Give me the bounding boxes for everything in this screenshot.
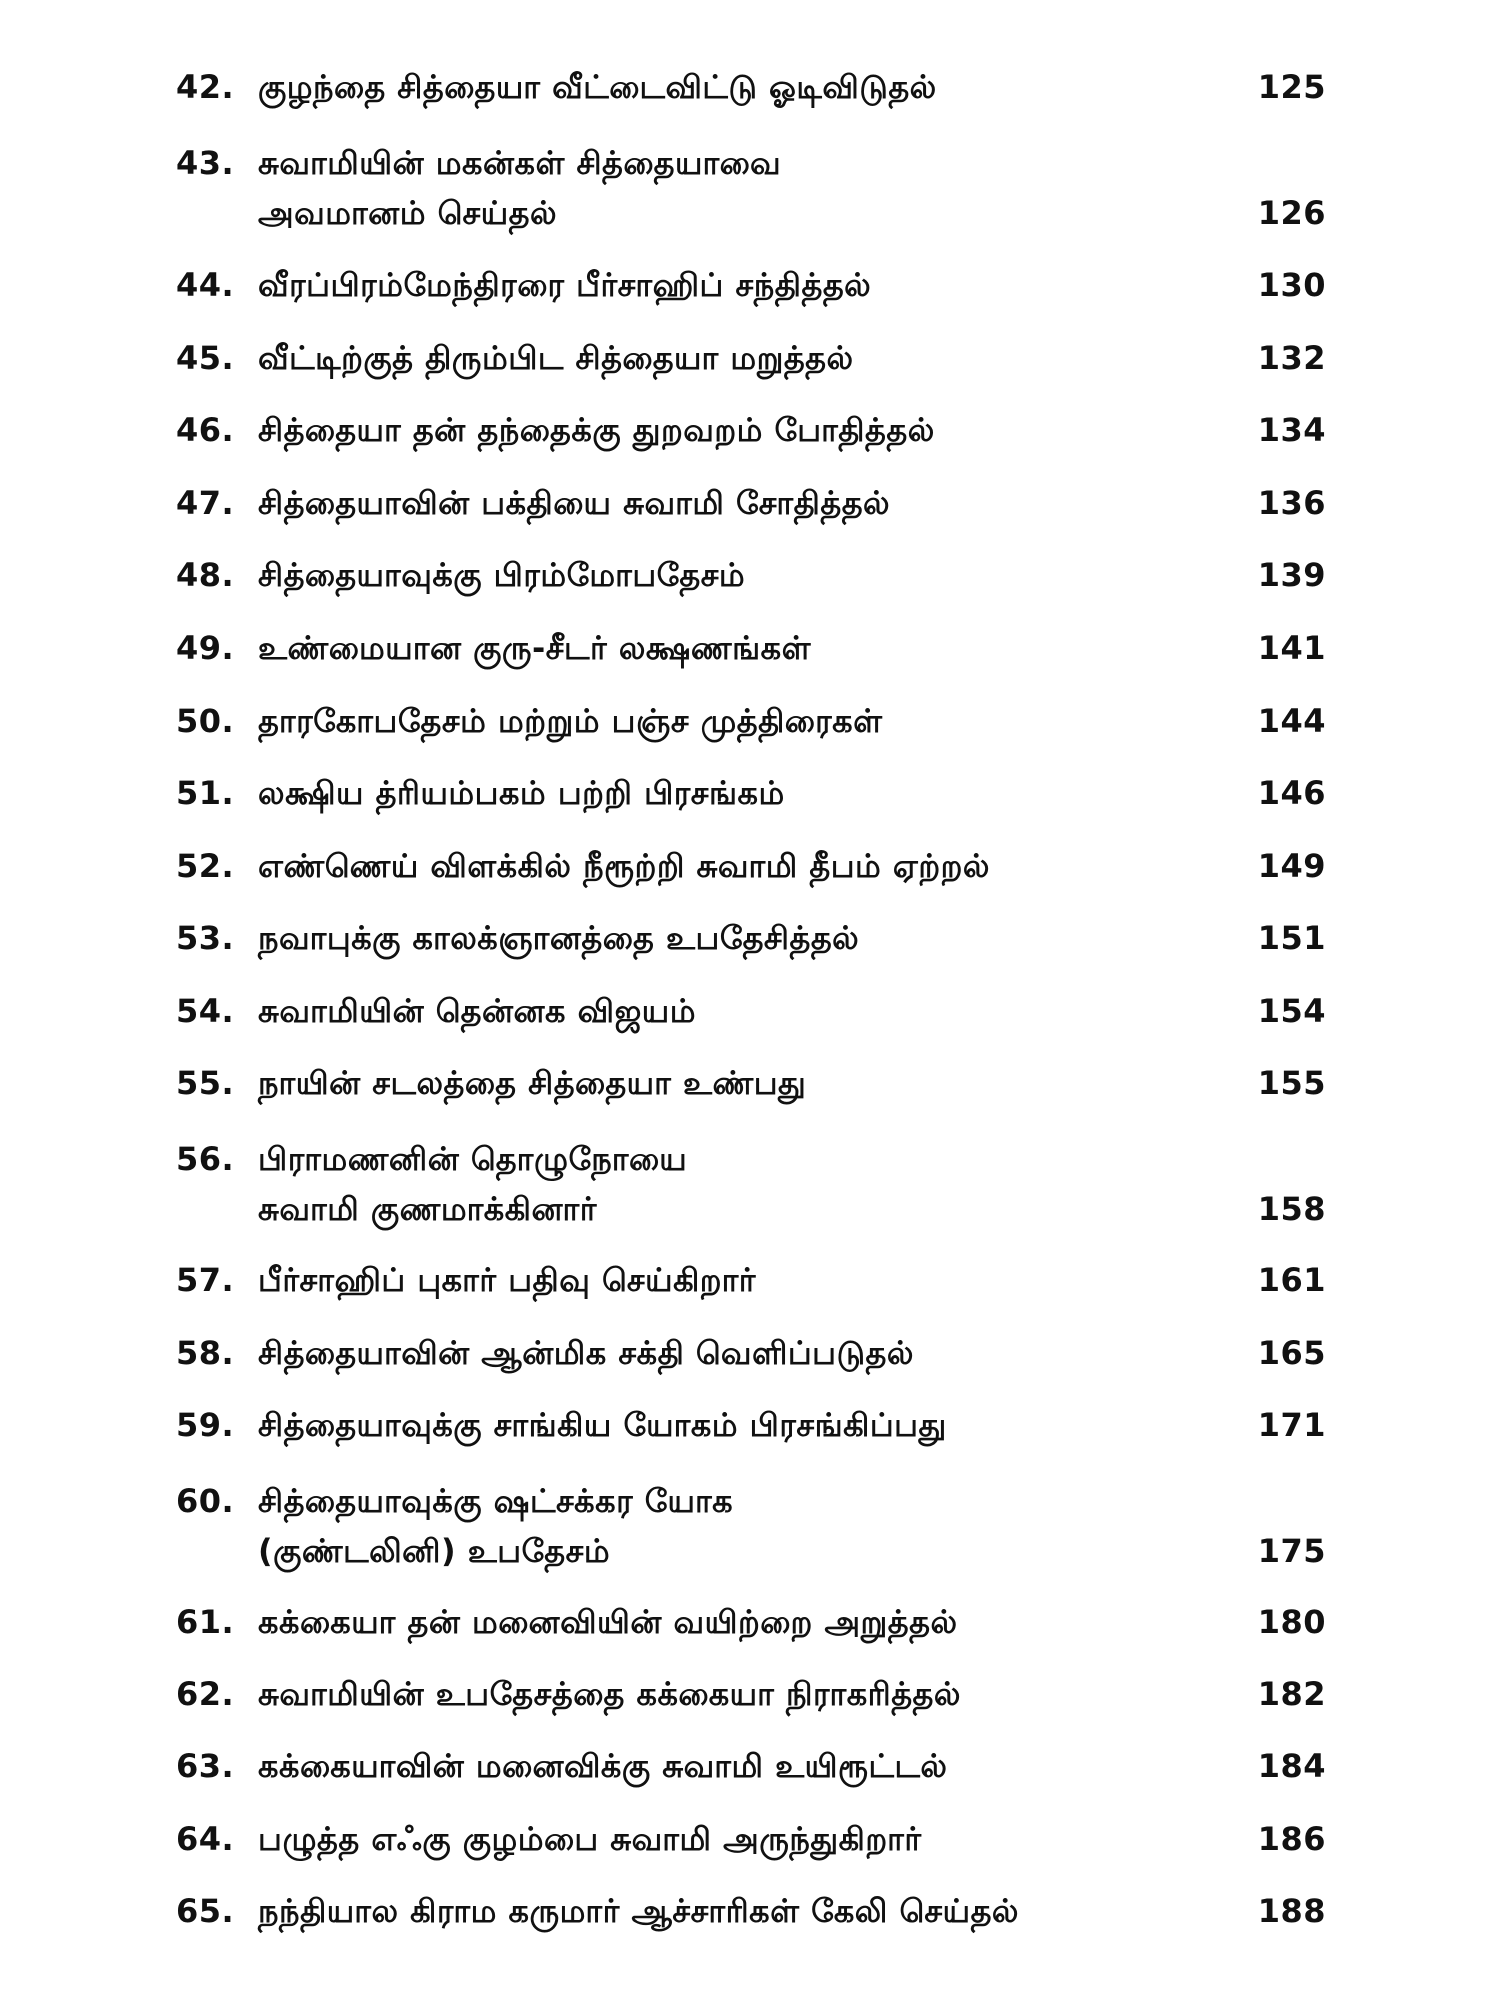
entry-title-line: சுவாமியின் உபதேசத்தை கக்கையா நிராகரித்தல்	[258, 1675, 961, 1713]
entry-title	[258, 768, 1178, 818]
entry-page-number: 141	[1257, 629, 1326, 667]
entry-title-line: சித்தையாவின் ஆன்மிக சக்தி வெளிப்படுதல்	[258, 1334, 914, 1372]
entry-title	[258, 986, 1178, 1036]
entry-title-line: சித்தையாவுக்கு சாங்கிய யோகம் பிரசங்கிப்பது	[258, 1406, 947, 1444]
entry-title	[258, 1255, 1178, 1305]
entry-title-line: வீட்டிற்குத் திரும்பிட சித்தையா மறுத்தல்	[258, 339, 854, 377]
entry-title	[258, 1400, 1178, 1450]
entry-title	[258, 478, 1178, 528]
entry-number: 62.	[176, 1675, 235, 1713]
entry-title	[258, 550, 1178, 600]
entry-title	[258, 1669, 1178, 1719]
entry-title-line: வீரப்பிரம்மேந்திரரை பீர்சாஹிப் சந்தித்தல்	[258, 266, 872, 304]
entry-title-line: பிராமணனின் தொழுநோயை	[258, 1140, 688, 1178]
entry-title	[258, 260, 1178, 310]
entry-page-number: 161	[1257, 1261, 1326, 1299]
entry-title-line: சித்தையாவுக்கு ஷட்சக்கர யோக	[258, 1482, 734, 1520]
entry-title	[258, 1741, 1178, 1791]
entry-title-line: கக்கையாவின் மனைவிக்கு சுவாமி உயிரூட்டல்	[258, 1747, 948, 1785]
entry-title	[258, 1597, 1178, 1647]
entry-title	[258, 1476, 1178, 1576]
entry-title	[258, 841, 1178, 891]
entry-title	[258, 405, 1178, 455]
entry-page-number: 175	[1257, 1532, 1326, 1570]
entry-page-number: 171	[1257, 1406, 1326, 1444]
entry-page-number: 136	[1257, 484, 1326, 522]
entry-page-number: 149	[1257, 847, 1326, 885]
entry-title-line: சுவாமியின் தென்னக விஜயம்	[258, 992, 696, 1030]
entry-title-line-2: (குண்டலினி) உபதேசம்	[258, 1532, 611, 1570]
entry-page-number: 165	[1257, 1334, 1326, 1372]
entry-title-line-2: சுவாமி குணமாக்கினார்	[258, 1190, 597, 1228]
entry-title-line: நவாபுக்கு காலக்ஞானத்தை உபதேசித்தல்	[258, 919, 860, 957]
entry-page-number: 184	[1257, 1747, 1326, 1785]
entry-title-line: சுவாமியின் மகன்கள் சித்தையாவை	[258, 144, 782, 182]
entry-number: 47.	[176, 484, 235, 522]
entry-number: 58.	[176, 1334, 235, 1372]
entry-number: 53.	[176, 919, 235, 957]
entry-number: 43.	[176, 144, 235, 182]
entry-number: 54.	[176, 992, 235, 1030]
entry-page-number: 155	[1257, 1064, 1326, 1102]
entry-title	[258, 138, 1178, 238]
entry-title-line: உண்மையான குரு-சீடர் லக்ஷணங்கள்	[258, 629, 811, 667]
entry-page-number: 125	[1257, 68, 1326, 106]
entry-number: 65.	[176, 1892, 235, 1930]
entry-page-number: 188	[1257, 1892, 1326, 1930]
entry-number: 42.	[176, 68, 235, 106]
entry-page-number: 154	[1257, 992, 1326, 1030]
entry-page-number: 144	[1257, 702, 1326, 740]
entry-page-number: 158	[1257, 1190, 1326, 1228]
entry-title-line: நாயின் சடலத்தை சித்தையா உண்பது	[258, 1064, 807, 1102]
entry-title	[258, 1886, 1178, 1936]
entry-page-number: 186	[1257, 1820, 1326, 1858]
entry-number: 55.	[176, 1064, 235, 1102]
entry-title-line: தாரகோபதேசம் மற்றும் பஞ்ச முத்திரைகள்	[258, 702, 883, 740]
entry-number: 52.	[176, 847, 235, 885]
entry-title-line: பழுத்த எஃகு குழம்பை சுவாமி அருந்துகிறார்	[258, 1820, 922, 1858]
entry-title	[258, 1058, 1178, 1108]
entry-page-number: 182	[1257, 1675, 1326, 1713]
entry-number: 64.	[176, 1820, 235, 1858]
entry-title-line: சித்தையா தன் தந்தைக்கு துறவறம் போதித்தல்	[258, 411, 935, 449]
entry-number: 59.	[176, 1406, 235, 1444]
entry-title-line: லக்ஷிய த்ரியம்பகம் பற்றி பிரசங்கம்	[258, 774, 785, 812]
entry-title	[258, 1328, 1178, 1378]
entry-title	[258, 62, 1178, 112]
entry-title-line: சித்தையாவின் பக்தியை சுவாமி சோதித்தல்	[258, 484, 891, 522]
entry-number: 44.	[176, 266, 235, 304]
entry-number: 60.	[176, 1482, 235, 1520]
entry-title-line: நந்தியால கிராம கருமார் ஆச்சாரிகள் கேலி செய்தல்	[258, 1892, 1019, 1930]
entry-number: 48.	[176, 556, 235, 594]
entry-title-line: எண்ணெய் விளக்கில் நீரூற்றி சுவாமி தீபம் ஏற்றல்	[258, 847, 990, 885]
entry-title-line: குழந்தை சித்தையா வீட்டைவிட்டு ஓடிவிடுதல்	[258, 68, 937, 106]
entry-title-line: பீர்சாஹிப் புகார் பதிவு செய்கிறார்	[258, 1261, 757, 1299]
entry-page-number: 139	[1257, 556, 1326, 594]
entry-page-number: 146	[1257, 774, 1326, 812]
entry-title	[258, 623, 1178, 673]
entry-number: 63.	[176, 1747, 235, 1785]
entry-title	[258, 696, 1178, 746]
entry-title	[258, 333, 1178, 383]
entry-number: 49.	[176, 629, 235, 667]
entry-number: 56.	[176, 1140, 235, 1178]
entry-page-number: 130	[1257, 266, 1326, 304]
entry-number: 46.	[176, 411, 235, 449]
entry-title-line: சித்தையாவுக்கு பிரம்மோபதேசம்	[258, 556, 746, 594]
entry-title	[258, 913, 1178, 963]
entry-title-line: கக்கையா தன் மனைவியின் வயிற்றை அறுத்தல்	[258, 1603, 958, 1641]
entry-page-number: 132	[1257, 339, 1326, 377]
entry-number: 57.	[176, 1261, 235, 1299]
entry-title	[258, 1814, 1178, 1864]
entry-number: 51.	[176, 774, 235, 812]
entry-title	[258, 1134, 1178, 1234]
entry-title-line-2: அவமானம் செய்தல்	[258, 194, 558, 232]
entry-page-number: 134	[1257, 411, 1326, 449]
entry-page-number: 126	[1257, 194, 1326, 232]
entry-number: 50.	[176, 702, 235, 740]
entry-page-number: 151	[1257, 919, 1326, 957]
entry-page-number: 180	[1257, 1603, 1326, 1641]
entry-number: 61.	[176, 1603, 235, 1641]
entry-number: 45.	[176, 339, 235, 377]
